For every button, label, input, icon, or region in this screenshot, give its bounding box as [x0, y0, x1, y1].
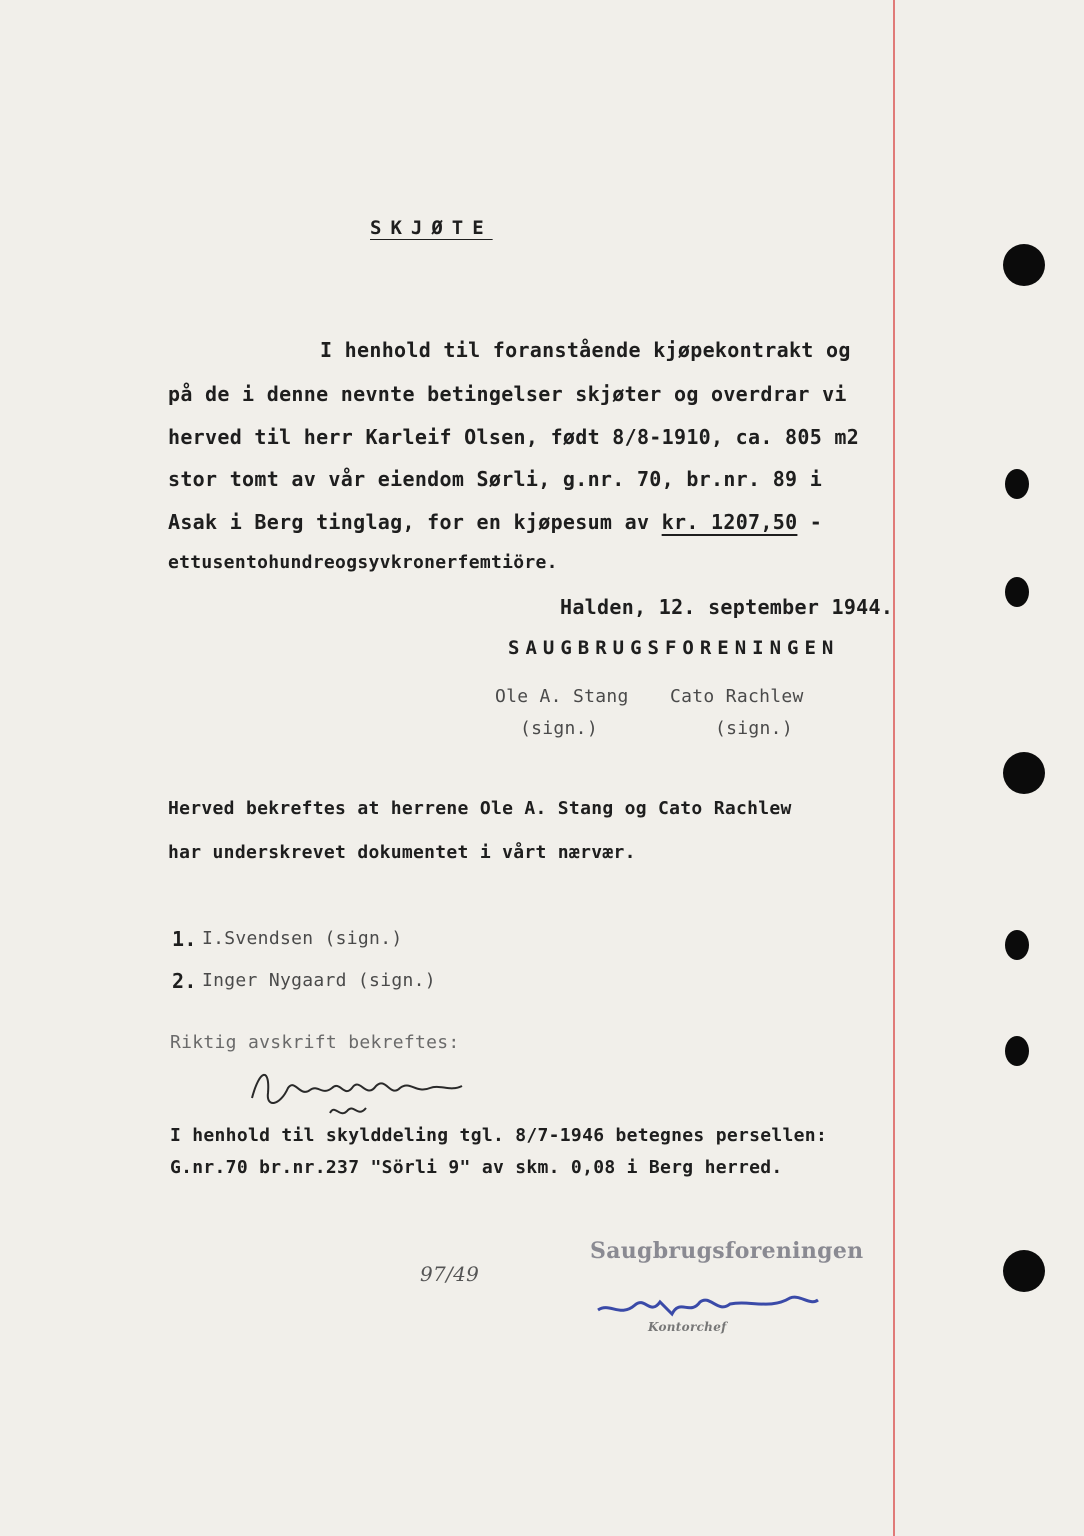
certified-copy: Riktig avskrift bekreftes: — [170, 1032, 460, 1053]
page-title: SKJØTE — [370, 217, 493, 239]
punch-hole-4-icon — [1003, 752, 1045, 794]
punch-hole-3-icon — [1005, 577, 1029, 607]
purchase-price: kr. 1207,50 — [661, 510, 798, 534]
witness-1: I.Svendsen (sign.) — [202, 928, 403, 949]
margin-line — [893, 0, 895, 1536]
note-line-1: I henhold til skylddeling tgl. 8/7-1946 betegnes persellen: — [170, 1125, 828, 1146]
witness-2-number: 2. — [172, 969, 197, 993]
body-line-2: på de i denne nevnte betingelser skjøter og overdrar vi — [168, 382, 847, 406]
witness-line-2: har underskrevet dokumentet i vårt nærvær. — [168, 842, 636, 863]
punch-hole-2-icon — [1005, 469, 1029, 499]
company-stamp: Saugbrugsforeningen — [590, 1238, 864, 1264]
witness-line-1: Herved bekreftes at herrene Ole A. Stang og Cato Rachlew — [168, 798, 792, 819]
price-suffix: - — [797, 510, 823, 534]
signatory-2-sign: (sign.) — [715, 718, 793, 739]
stamp-title: Kontorchef — [648, 1320, 727, 1334]
body-line-5 — [168, 510, 822, 534]
handwritten-signature-icon — [240, 1058, 500, 1128]
punch-hole-6-icon — [1005, 1036, 1029, 1066]
body-line-3: herved til herr Karleif Olsen, født 8/8-1910, ca. 805 m2 — [168, 425, 860, 449]
body-line-6: ettusentohundreogsyvkronerfemtiöre. — [168, 552, 558, 573]
signatory-1: Ole A. Stang — [495, 686, 629, 707]
signatory-1-sign: (sign.) — [520, 718, 598, 739]
company-name: SAUGBRUGSFORENINGEN — [508, 637, 840, 659]
punch-hole-5-icon — [1005, 930, 1029, 960]
body-line-1: I henhold til foranstående kjøpekontrakt og — [320, 338, 851, 362]
punch-hole-1-icon — [1003, 244, 1045, 286]
body-line-4: stor tomt av vår eiendom Sørli, g.nr. 70, br.nr. 89 i — [168, 467, 823, 491]
signatory-2: Cato Rachlew — [670, 686, 804, 707]
body-line-5-text: Asak i Berg tinglag, for en kjøpesum av — [168, 510, 650, 534]
punch-hole-7-icon — [1003, 1250, 1045, 1292]
place-date: Halden, 12. september 1944. — [560, 595, 894, 619]
handwritten-reference: 97/49 — [420, 1262, 480, 1286]
note-line-2: G.nr.70 br.nr.237 "Sörli 9" av skm. 0,08 i Berg herred. — [170, 1157, 783, 1178]
witness-2: Inger Nygaard (sign.) — [202, 970, 436, 991]
witness-1-number: 1. — [172, 927, 197, 951]
